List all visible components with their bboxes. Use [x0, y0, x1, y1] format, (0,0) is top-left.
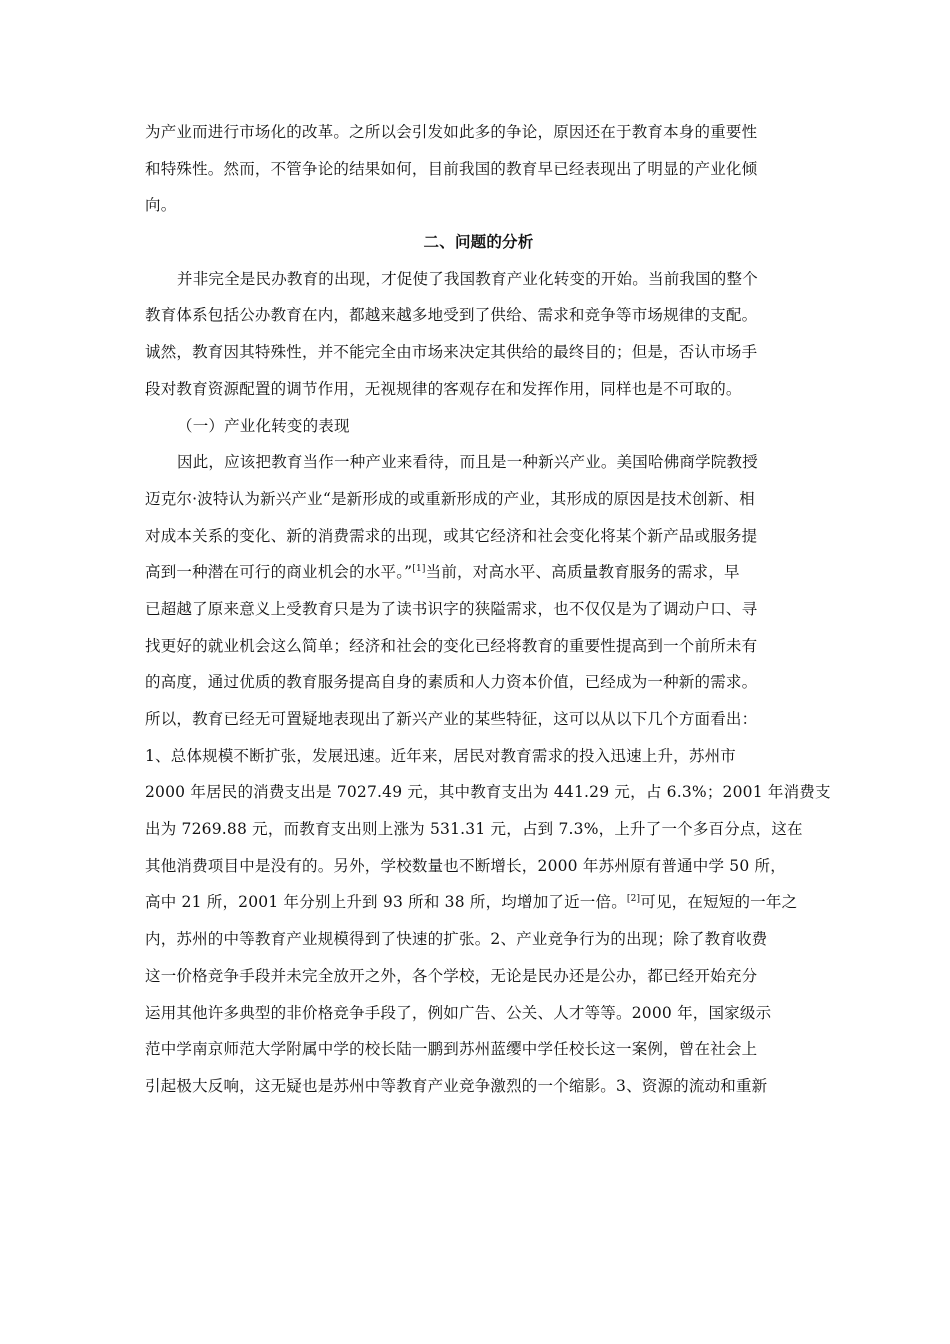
body-line: 已超越了原来意义上受教育只是为了读书识字的狭隘需求，也不仅仅是为了调动户口、寻: [145, 599, 758, 618]
body-line: 引起极大反响，这无疑也是苏州中等教育产业竞争激烈的一个缩影。3、资源的流动和重新: [145, 1076, 768, 1095]
body-line: 内，苏州的中等教育产业规模得到了快速的扩张。2、产业竞争行为的出现；除了教育收费: [145, 930, 768, 949]
body-line: 其他消费项目中是没有的。另外，学校数量也不断增长，2000 年苏州原有普通中学 50 所，: [145, 856, 786, 875]
citation-marker: [2]: [626, 894, 641, 905]
body-line-with-citation: [145, 554, 812, 591]
subsection-heading: （一）产业化转变的表现: [177, 416, 350, 435]
body-line: 所以，教育已经无可置疑地表现出了新兴产业的某些特征，这可以从以下几个方面看出：: [145, 710, 758, 728]
body-line: 的高度，通过优质的教育服务提高自身的素质和人力资本价值，已经成为一种新的需求。: [145, 673, 758, 692]
section-heading: 二、问题的分析: [423, 232, 534, 252]
body-line: 范中学南京师范大学附属中学的校长陆一鹏到苏州蓝缨中学任校长这一案例，曾在社会上: [145, 1040, 758, 1059]
body-line: 教育体系包括公办教育在内，都越来越多地受到了供给、需求和竞争等市场规律的支配。: [145, 306, 758, 325]
line-text: 当前，对高水平、高质量教育服务的需求，早: [425, 563, 740, 582]
paragraph-first-line: 因此，应该把教育当作一种产业来看待，而且是一种新兴产业。美国哈佛商学院教授: [177, 453, 758, 472]
body-line: 1、总体规模不断扩张，发展迅速。近年来，居民对教育需求的投入迅速上升，苏州市: [145, 746, 736, 765]
body-line: 和特殊性。然而，不管争论的结果如何，目前我国的教育早已经表现出了明显的产业化倾: [145, 159, 758, 178]
body-line: 这一价格竞争手段并未完全放开之外，各个学校，无论是民办还是公办，都已经开始充分: [145, 966, 758, 985]
body-line-with-citation: [145, 884, 812, 921]
body-line: 诚然，教育因其特殊性，并不能完全由市场来决定其供给的最终目的；但是，否认市场手: [145, 343, 758, 362]
line-text: 高到一种潜在可行的商业机会的水平。”: [145, 563, 413, 582]
body-line: 运用其他许多典型的非价格竞争手段了，例如广告、公关、人才等等。2000 年，国家级示: [145, 1003, 772, 1022]
body-line: 向。: [145, 196, 177, 215]
document-page: [145, 114, 831, 1105]
line-text: 可见，在短短的一年之: [640, 893, 798, 912]
paragraph-first-line: 并非完全是民办教育的出现，才促使了我国教育产业化转变的开始。当前我国的整个: [177, 269, 758, 288]
line-text: 高中 21 所，2001 年分别上升到 93 所和 38 所，均增加了近一倍。: [145, 893, 627, 912]
body-line: 段对教育资源配置的调节作用，无视规律的客观存在和发挥作用，同样也是不可取的。: [145, 379, 742, 398]
citation-marker: [1]: [412, 564, 426, 575]
body-line: 对成本关系的变化、新的消费需求的出现，或其它经济和社会变化将某个新产品或服务提: [145, 526, 758, 545]
body-line: 出为 7269.88 元，而教育支出则上涨为 531.31 元，占到 7.3%，上升了一个多百分点，这在: [145, 820, 803, 839]
body-line: 2000 年居民的消费支出是 7027.49 元，其中教育支出为 441.29 元，占 6.3%；2001 年消费支: [145, 783, 831, 802]
body-line: 找更好的就业机会这么简单；经济和社会的变化已经将教育的重要性提高到一个前所未有: [145, 636, 758, 655]
body-line: 为产业而进行市场化的改革。之所以会引发如此多的争论，原因还在于教育本身的重要性: [145, 123, 758, 141]
body-line: 迈克尔·波特认为新兴产业“是新形成的或重新形成的产业，其形成的原因是技术创新、相: [145, 489, 755, 508]
